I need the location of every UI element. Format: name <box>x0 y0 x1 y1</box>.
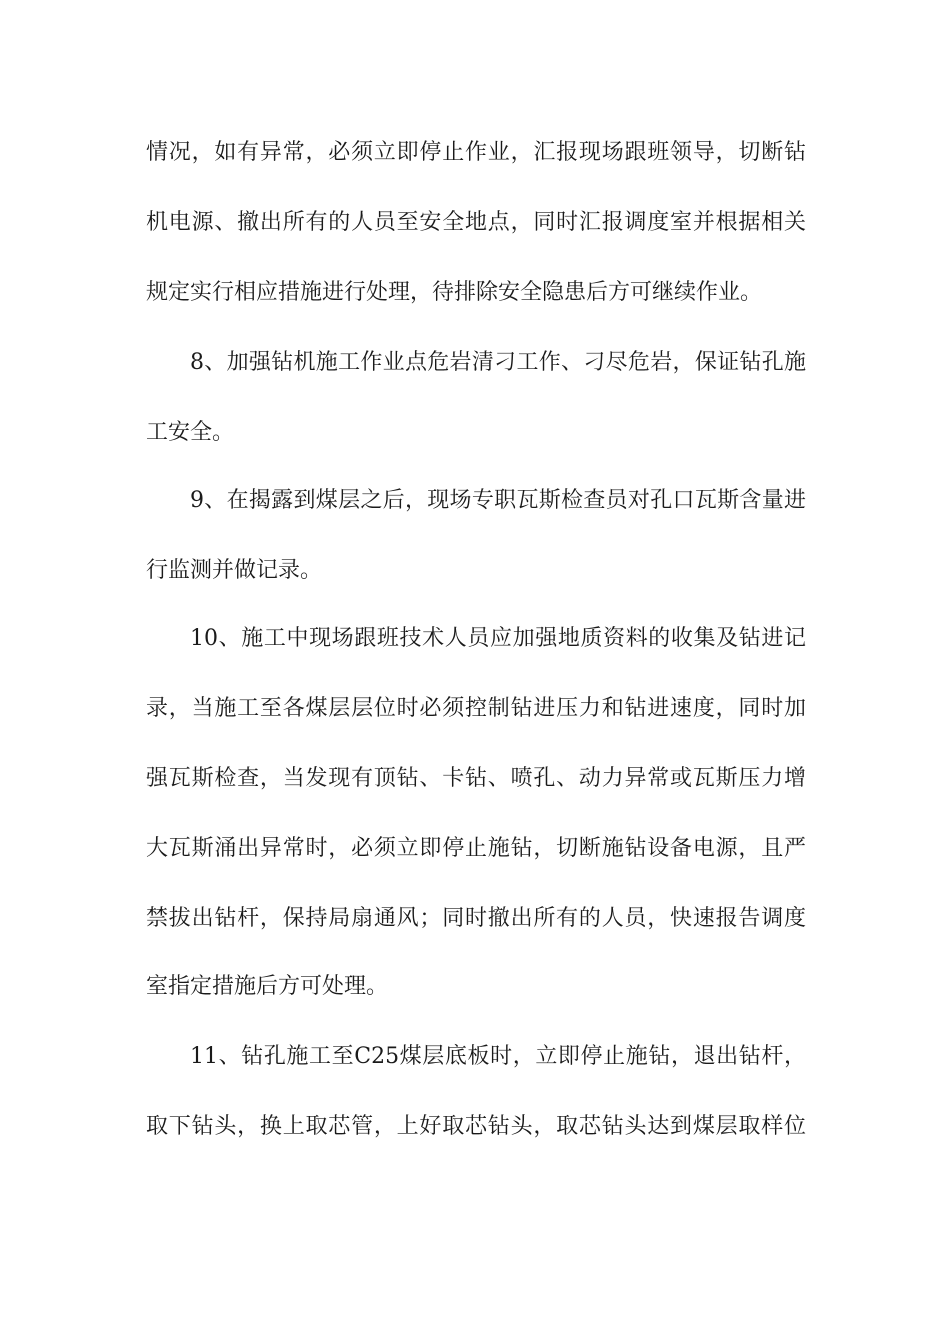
paragraph-11-line-2: 取下钻头，换上取芯管，上好取芯钻头，取芯钻头达到煤层取样位 <box>146 1114 806 1139</box>
paragraph-10-line-2: 录，当施工至各煤层层位时必须控制钻进压力和钻进速度，同时加 <box>146 696 806 721</box>
paragraph-10-line-5: 禁拔出钻杆，保持局扇通风；同时撤出所有的人员，快速报告调度 <box>146 906 806 931</box>
paragraph-10-line-6: 室指定措施后方可处理。 <box>146 974 389 999</box>
text-line-1: 情况，如有异常，必须立即停止作业，汇报现场跟班领导，切断钻 <box>146 140 806 165</box>
paragraph-9-line-2: 行监测并做记录。 <box>146 558 323 583</box>
paragraph-10-line-4: 大瓦斯涌出异常时，必须立即停止施钻，切断施钻设备电源，且严 <box>146 836 806 861</box>
text-line-2: 机电源、撤出所有的人员至安全地点，同时汇报调度室并根据相关 <box>146 210 806 235</box>
paragraph-8-line-1: 8、加强钻机施工作业点危岩清刁工作、刁尽危岩，保证钻孔施 <box>190 350 806 375</box>
text-line-3: 规定实行相应措施进行处理，待排除安全隐患后方可继续作业。 <box>146 280 763 305</box>
paragraph-9-line-1: 9、在揭露到煤层之后，现场专职瓦斯检查员对孔口瓦斯含量进 <box>190 488 806 513</box>
paragraph-8-line-2: 工安全。 <box>146 420 235 445</box>
paragraph-10-line-3: 强瓦斯检查，当发现有顶钻、卡钻、喷孔、动力异常或瓦斯压力增 <box>146 766 806 791</box>
paragraph-10-line-1: 10、施工中现场跟班技术人员应加强地质资料的收集及钻进记 <box>190 626 806 651</box>
paragraph-11-line-1: 11、钻孔施工至C25煤层底板时，立即停止施钻，退出钻杆， <box>190 1044 806 1069</box>
